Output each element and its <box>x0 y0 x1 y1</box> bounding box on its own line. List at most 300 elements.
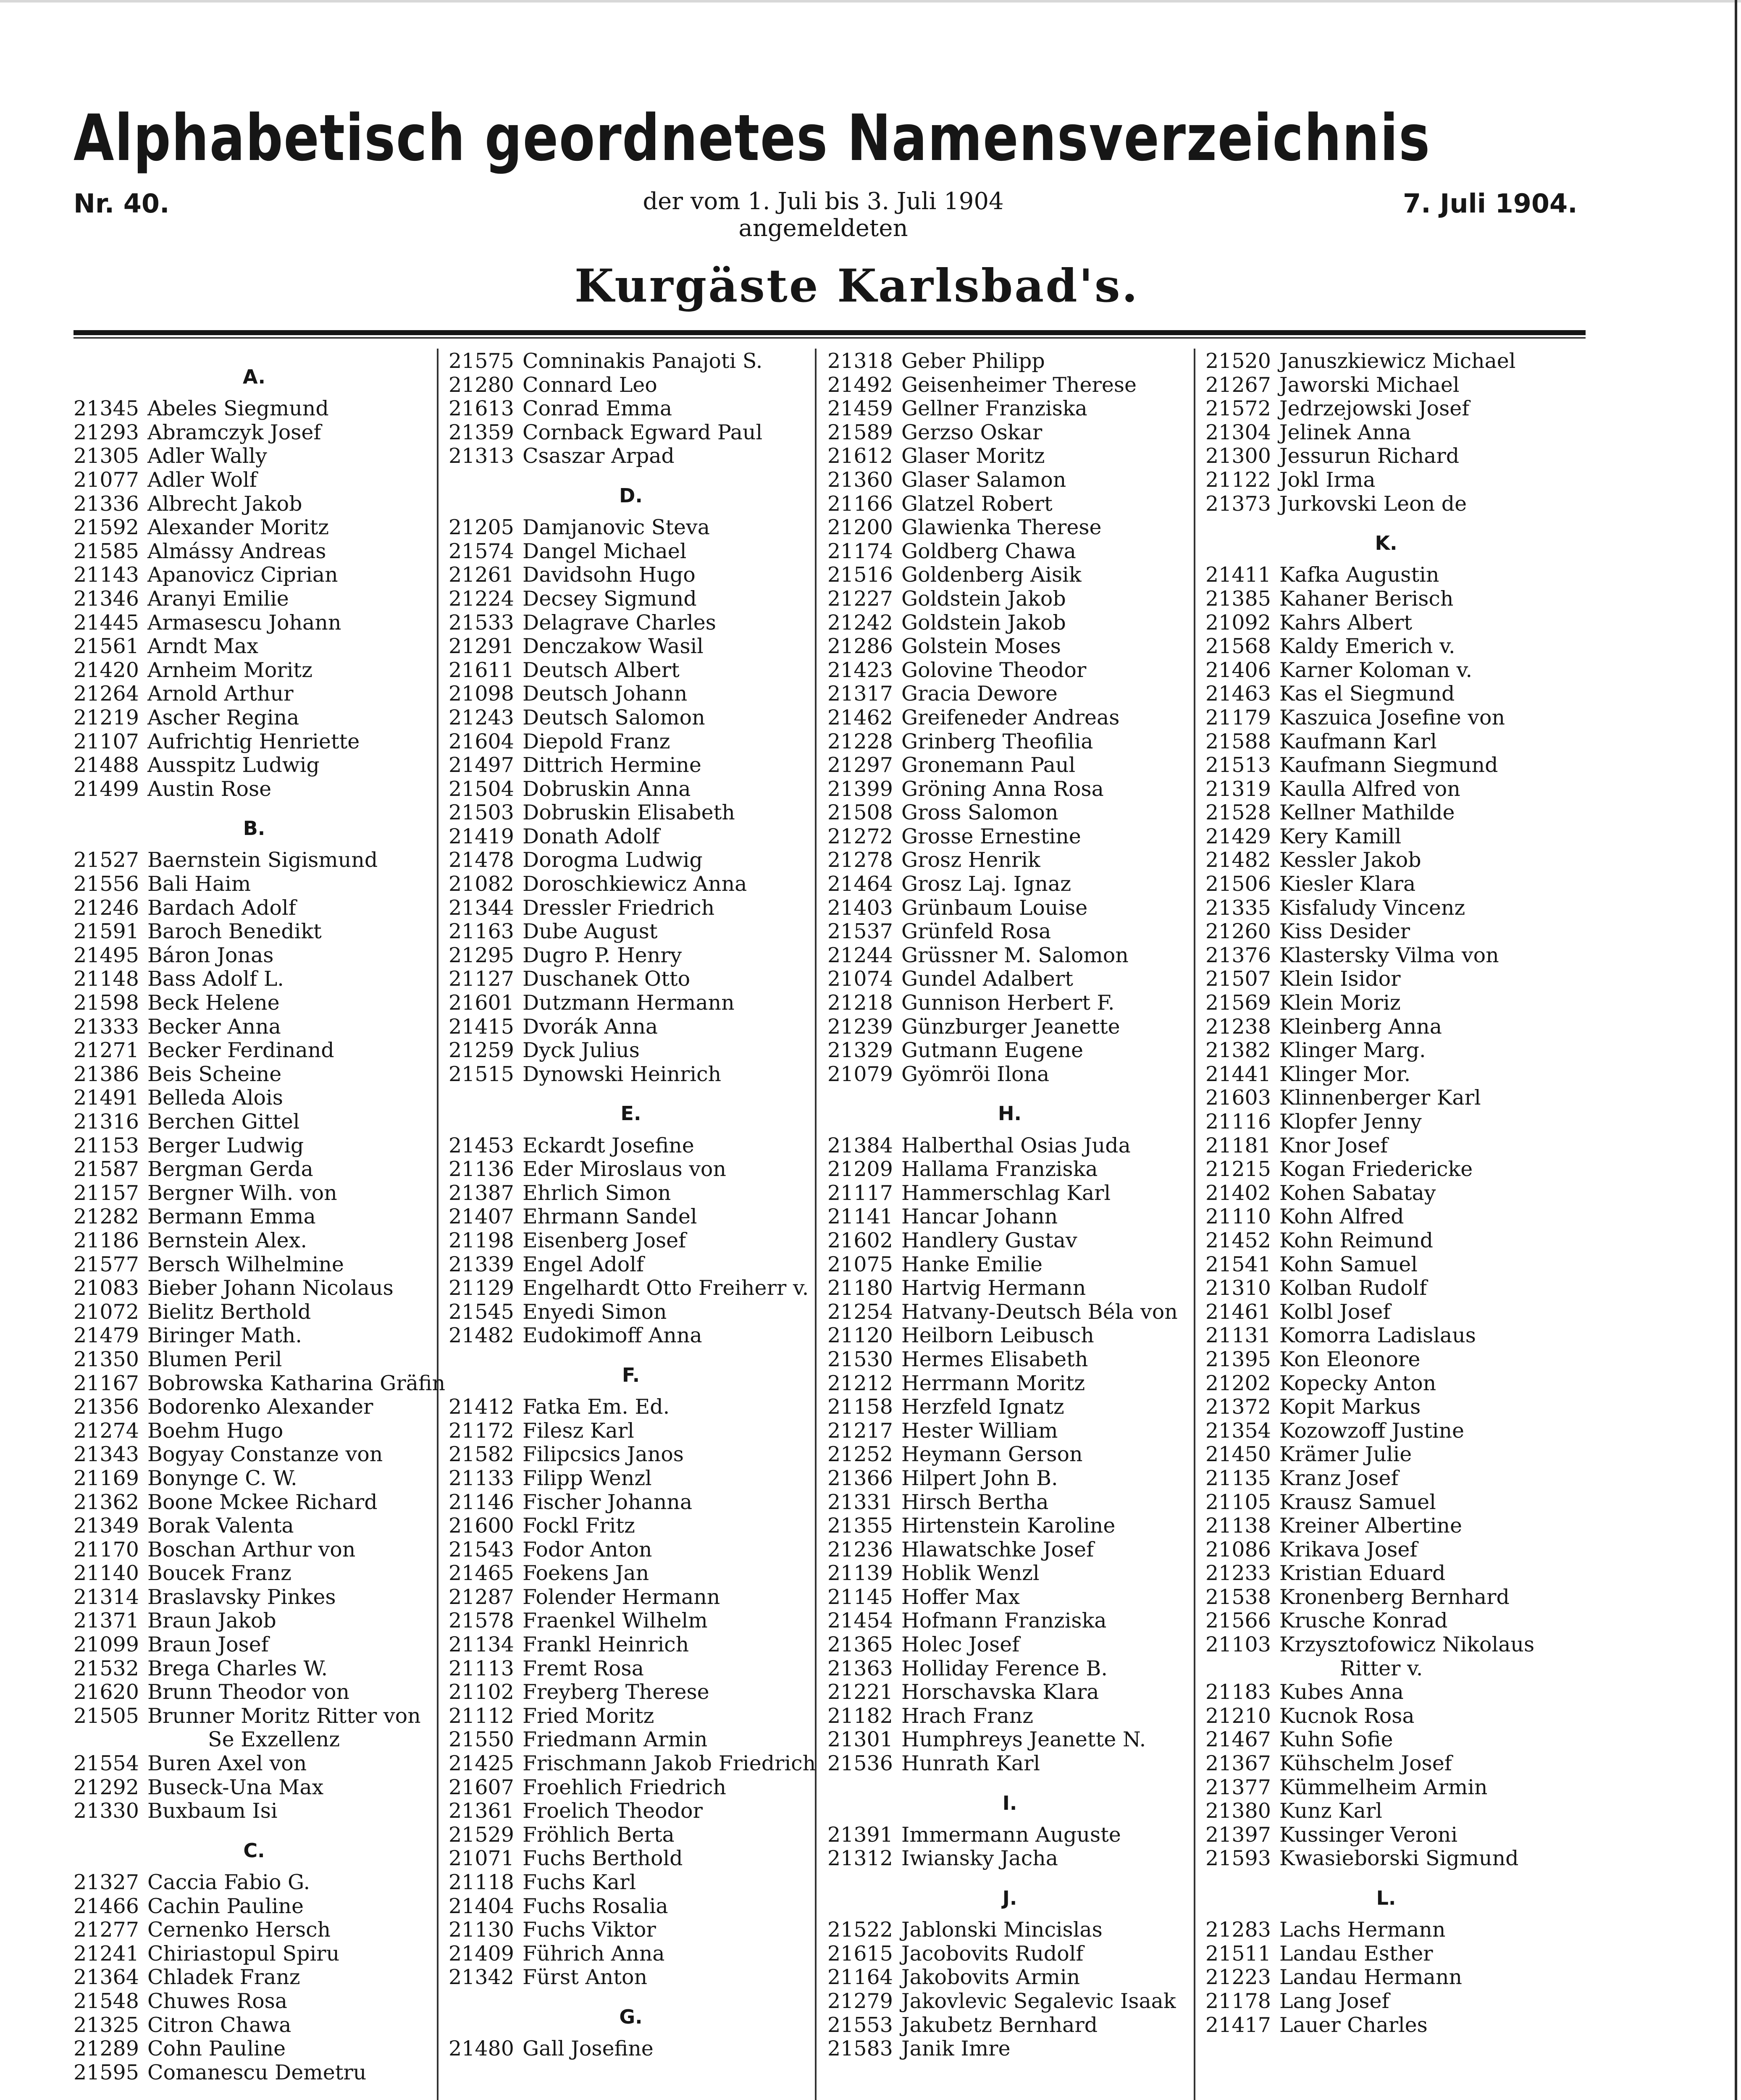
guest-name: Kaldy Emerich v. <box>1279 634 1455 659</box>
registration-number: 21582 <box>449 1442 514 1467</box>
guest-entry <box>827 682 1192 706</box>
registration-number: 21361 <box>449 1799 514 1823</box>
guest-name: Boone Mckee Richard <box>147 1490 378 1514</box>
guest-entry <box>449 1728 813 1752</box>
registration-number: 21345 <box>74 396 139 421</box>
registration-number: 21520 <box>1205 349 1271 373</box>
guest-entry <box>1205 563 1567 587</box>
guest-entry <box>827 944 1192 968</box>
guest-name: Ehrmann Sandel <box>523 1205 697 1229</box>
guest-name: Frischmann Jakob Friedrich <box>523 1751 816 1776</box>
guest-entry <box>827 1015 1192 1039</box>
registration-number: 21507 <box>1205 967 1271 991</box>
guest-name: Kellner Mathilde <box>1279 801 1455 825</box>
guest-entry <box>827 1633 1192 1657</box>
guest-name: Jedrzejowski Josef <box>1279 396 1470 421</box>
guest-name: Jessurun Richard <box>1279 444 1460 468</box>
guest-entry <box>74 659 435 682</box>
guest-name: Austin Rose <box>147 777 272 801</box>
guest-entry <box>449 349 813 373</box>
guest-name: Jaworski Michael <box>1279 373 1460 397</box>
guest-entry <box>827 635 1192 659</box>
guest-entry <box>74 1300 435 1324</box>
guest-name: Berger Ludwig <box>147 1133 304 1158</box>
guest-entry <box>74 1491 435 1515</box>
guest-entry <box>827 611 1192 635</box>
guest-entry <box>449 1253 813 1277</box>
registration-number: 21113 <box>449 1656 514 1680</box>
guest-entry <box>827 1491 1192 1515</box>
guest-name: Apanovicz Ciprian <box>147 563 338 587</box>
guest-name: Kaszuica Josefine von <box>1279 705 1505 730</box>
guest-entry <box>74 563 435 587</box>
registration-number: 21355 <box>827 1514 893 1538</box>
guest-entry <box>449 706 813 730</box>
guest-entry <box>1205 1728 1567 1752</box>
guest-name: Goldstein Jakob <box>901 610 1066 635</box>
section-letter: J. <box>1002 1887 1017 1909</box>
guest-entry <box>827 397 1192 421</box>
header-rule-thin <box>74 337 1586 339</box>
page-title: Alphabetisch geordnetes Namensverzeichnis <box>74 101 1431 175</box>
guest-name: Fockl Fritz <box>523 1514 635 1538</box>
guest-name: Bobrowska Katharina Gräfin <box>147 1371 446 1395</box>
registration-number: 21459 <box>827 396 893 421</box>
guest-entry <box>74 1015 435 1039</box>
registration-number: 21319 <box>1205 777 1271 801</box>
guest-entry <box>1205 397 1567 421</box>
guest-name: Decsey Sigmund <box>523 586 697 611</box>
guest-name: Hilpert John B. <box>901 1466 1058 1490</box>
guest-entry <box>74 1205 435 1229</box>
guest-name: Krikava Josef <box>1279 1537 1418 1562</box>
guest-name: Becker Ferdinand <box>147 1038 334 1063</box>
guest-name: Kaulla Alfred von <box>1279 777 1460 801</box>
registration-number: 21336 <box>74 491 139 516</box>
guest-entry <box>1205 1063 1567 1087</box>
guest-entry <box>827 1680 1192 1704</box>
guest-name: Filipp Wenzl <box>523 1466 652 1490</box>
guest-name: Berchen Gittel <box>147 1110 300 1134</box>
guest-name: Janik Imre <box>901 2037 1011 2061</box>
registration-number: 21538 <box>1205 1585 1271 1609</box>
registration-number: 21310 <box>1205 1276 1271 1300</box>
registration-number: 21183 <box>1205 1680 1271 1704</box>
registration-number: 21164 <box>827 1965 893 1990</box>
registration-number: 21607 <box>449 1775 514 1799</box>
guest-entry <box>74 1419 435 1443</box>
guest-name: Jokl Irma <box>1279 467 1376 492</box>
registration-number: 21550 <box>449 1727 514 1752</box>
guest-entry <box>74 1181 435 1205</box>
registration-number: 21279 <box>827 1989 893 2013</box>
guest-name: Csaszar Arpad <box>523 444 675 468</box>
guest-name: Kubes Anna <box>1279 1680 1404 1704</box>
guest-name: Glawienka Therese <box>901 515 1102 540</box>
guest-entry <box>449 421 813 445</box>
guest-entry <box>827 1942 1192 1966</box>
guest-name: Eder Miroslaus von <box>523 1157 726 1181</box>
registration-number: 21179 <box>1205 705 1271 730</box>
header-rule <box>74 330 1586 335</box>
registration-number: 21399 <box>827 777 893 801</box>
guest-name: Kleinberg Anna <box>1279 1014 1442 1039</box>
registration-number: 21569 <box>1205 991 1271 1015</box>
guest-name: Gyömröi Ilona <box>901 1062 1050 1086</box>
guest-entry <box>449 1609 813 1633</box>
guest-name: Fuchs Berthold <box>523 1846 683 1871</box>
guest-entry <box>1205 1918 1567 1942</box>
guest-entry <box>74 848 435 872</box>
registration-number: 21356 <box>74 1395 139 1419</box>
guest-name: Klastersky Vilma von <box>1279 943 1499 967</box>
registration-number: 21146 <box>449 1490 514 1514</box>
registration-number: 21411 <box>1205 563 1271 587</box>
guest-entry <box>827 753 1192 777</box>
guest-entry <box>827 1752 1192 1776</box>
guest-name: Bermann Emma <box>147 1205 316 1229</box>
registration-number: 21167 <box>74 1371 139 1395</box>
guest-name: Jakubetz Bernhard <box>901 2013 1098 2037</box>
registration-number: 21536 <box>827 1751 893 1776</box>
registration-number: 21143 <box>74 563 139 587</box>
guest-name: Blumen Peril <box>147 1347 282 1371</box>
registration-number: 21271 <box>74 1038 139 1063</box>
registration-number: 21325 <box>74 2013 139 2037</box>
registration-number: 21182 <box>827 1704 893 1728</box>
guest-entry <box>449 920 813 944</box>
registration-number: 21548 <box>74 1989 139 2013</box>
registration-number: 21297 <box>827 753 893 777</box>
guest-entry <box>1205 1443 1567 1467</box>
registration-number: 21082 <box>449 872 514 896</box>
guest-name: Delagrave Charles <box>523 610 716 635</box>
guest-entry <box>1205 1942 1567 1966</box>
guest-entry <box>827 1990 1192 2013</box>
guest-entry <box>1205 1348 1567 1372</box>
guest-entry <box>1205 1823 1567 1847</box>
registration-number: 21291 <box>449 634 514 659</box>
guest-entry <box>1205 421 1567 445</box>
registration-number: 21382 <box>1205 1038 1271 1063</box>
registration-number: 21241 <box>74 1941 139 1966</box>
guest-entry <box>1205 1966 1567 1990</box>
guest-name: Lauer Charles <box>1279 2013 1428 2037</box>
registration-number: 21488 <box>74 753 139 777</box>
guest-name: Fried Moritz <box>523 1704 654 1728</box>
registration-number: 21267 <box>1205 373 1271 397</box>
guest-name: Kon Eleonore <box>1279 1347 1421 1371</box>
guest-name: Bergner Wilh. von <box>147 1181 337 1205</box>
guest-name: Borak Valenta <box>147 1514 294 1538</box>
guest-name: Karner Koloman v. <box>1279 658 1473 682</box>
page-edge <box>1735 0 1737 2100</box>
guest-name: Hunrath Karl <box>901 1751 1040 1776</box>
registration-number: 21497 <box>449 753 514 777</box>
guest-name: Heymann Gerson <box>901 1442 1083 1467</box>
guest-name: Báron Jonas <box>147 943 274 967</box>
guest-name: Fürst Anton <box>523 1965 648 1990</box>
registration-number: 21344 <box>449 895 514 920</box>
registration-number: 21425 <box>449 1751 514 1776</box>
guest-entry <box>1205 1395 1567 1419</box>
registration-number: 21530 <box>827 1347 893 1371</box>
guest-entry <box>449 587 813 611</box>
section-letter: B. <box>243 817 265 840</box>
guest-name: Bass Adolf L. <box>147 967 284 991</box>
guest-name: Kas el Siegmund <box>1279 682 1455 706</box>
guest-entry <box>74 1704 435 1728</box>
guest-name: Armasescu Johann <box>147 610 341 635</box>
guest-entry <box>1205 659 1567 682</box>
guest-entry <box>1205 848 1567 872</box>
guest-entry <box>1205 1990 1567 2013</box>
guest-entry <box>74 1253 435 1277</box>
guest-entry <box>449 1847 813 1871</box>
registration-number: 21354 <box>1205 1418 1271 1443</box>
guest-entry <box>74 753 435 777</box>
section-letter: D. <box>619 484 643 507</box>
guest-entry <box>1205 373 1567 397</box>
guest-name: Dobruskin Elisabeth <box>523 801 735 825</box>
registration-number: 21380 <box>1205 1799 1271 1823</box>
guest-name: Fuchs Rosalia <box>523 1894 668 1918</box>
registration-number: 21131 <box>1205 1323 1271 1348</box>
guest-name: Kreiner Albertine <box>1279 1514 1463 1538</box>
registration-number: 21601 <box>449 991 514 1015</box>
registration-number: 21198 <box>449 1228 514 1252</box>
registration-number: 21591 <box>74 919 139 944</box>
registration-number: 21589 <box>827 420 893 444</box>
guest-entry <box>449 540 813 564</box>
guest-name: Albrecht Jakob <box>147 491 302 516</box>
guest-entry <box>449 1395 813 1419</box>
registration-number: 21102 <box>449 1680 514 1704</box>
registration-number: 21420 <box>74 658 139 682</box>
registration-number: 21277 <box>74 1918 139 1942</box>
guest-name: Grünfeld Rosa <box>901 919 1051 944</box>
guest-entry <box>449 848 813 872</box>
guest-name: Günzburger Jeanette <box>901 1014 1120 1039</box>
guest-entry <box>1205 825 1567 849</box>
registration-number: 21339 <box>449 1252 514 1276</box>
guest-entry <box>449 1823 813 1847</box>
guest-entry <box>1205 1633 1567 1657</box>
guest-name: Bardach Adolf <box>147 895 296 920</box>
registration-number: 21317 <box>827 682 893 706</box>
registration-number: 21511 <box>1205 1941 1271 1966</box>
guest-entry <box>74 540 435 564</box>
registration-number: 21313 <box>449 444 514 468</box>
guest-entry <box>74 682 435 706</box>
guest-entry <box>1205 1300 1567 1324</box>
guest-name: Arnheim Moritz <box>147 658 312 682</box>
guest-name: Ascher Regina <box>147 705 299 730</box>
guest-name: Fremt Rosa <box>523 1656 644 1680</box>
guest-entry <box>827 872 1192 896</box>
section-letter: F. <box>622 1363 640 1386</box>
registration-number: 21583 <box>827 2037 893 2061</box>
guest-name: Eudokimoff Anna <box>523 1323 702 1348</box>
registration-number: 21541 <box>1205 1252 1271 1276</box>
guest-name: Froehlich Friedrich <box>523 1775 726 1799</box>
guest-name: Klopfer Jenny <box>1279 1110 1422 1134</box>
guest-name: Bonynge C. W. <box>147 1466 297 1490</box>
registration-number: 21612 <box>827 444 893 468</box>
guest-name: Hartvig Hermann <box>901 1276 1086 1300</box>
registration-number: 21301 <box>827 1727 893 1752</box>
guest-entry <box>449 1751 816 1776</box>
registration-number: 21595 <box>74 2060 139 2084</box>
guest-entry <box>74 1799 435 1823</box>
guest-entry <box>74 635 435 659</box>
guest-name: Führich Anna <box>523 1941 665 1966</box>
registration-number: 21314 <box>74 1585 139 1609</box>
guest-name: Geisenheimer Therese <box>901 373 1137 397</box>
registration-number: 21278 <box>827 848 893 872</box>
registration-number: 21419 <box>449 824 514 848</box>
registration-number: 21092 <box>1205 610 1271 635</box>
guest-name: Immermann Auguste <box>901 1822 1121 1847</box>
registration-number: 21289 <box>74 2037 139 2061</box>
registration-number: 21228 <box>827 729 893 753</box>
registration-number: 21611 <box>449 658 514 682</box>
registration-number: 21491 <box>74 1086 139 1110</box>
registration-number: 21537 <box>827 919 893 944</box>
guest-entry <box>74 1776 435 1800</box>
registration-number: 21103 <box>1205 1633 1271 1657</box>
registration-number: 21349 <box>74 1514 139 1538</box>
registration-number: 21574 <box>449 539 514 563</box>
guest-name: Glatzel Robert <box>901 491 1053 516</box>
registration-number: 21602 <box>827 1228 893 1252</box>
guest-entry <box>74 1538 435 1562</box>
guest-entry <box>74 872 435 896</box>
guest-entry <box>827 1586 1192 1609</box>
guest-name: Hancar Johann <box>901 1205 1058 1229</box>
registration-number: 21238 <box>1205 1014 1271 1039</box>
registration-number: 21575 <box>449 349 514 373</box>
guest-name: Fuchs Viktor <box>523 1918 656 1942</box>
guest-entry <box>827 1324 1192 1348</box>
guest-entry <box>827 1609 1192 1633</box>
guest-entry <box>1205 944 1567 968</box>
guest-name: Kaufmann Karl <box>1279 729 1437 753</box>
guest-entry <box>827 1134 1192 1158</box>
guest-name: Krzysztofowicz Nikolaus <box>1279 1633 1535 1657</box>
registration-number: 21404 <box>449 1894 514 1918</box>
guest-name: Kühschelm Josef <box>1279 1751 1452 1776</box>
guest-name: Goldenberg Aisik <box>901 563 1082 587</box>
registration-number: 21376 <box>1205 943 1271 967</box>
registration-number: 21577 <box>74 1252 139 1276</box>
guest-entry <box>1205 1799 1567 1823</box>
registration-number: 21181 <box>1205 1133 1271 1158</box>
registration-number: 21099 <box>74 1633 139 1657</box>
registration-number: 21613 <box>449 396 514 421</box>
guest-entry <box>74 587 435 611</box>
registration-number: 21561 <box>74 634 139 659</box>
registration-number: 21219 <box>74 705 139 730</box>
guest-name: Denczakow Wasil <box>523 634 704 659</box>
guest-entry <box>74 967 435 991</box>
registration-number: 21138 <box>1205 1514 1271 1538</box>
guest-name: Kristian Eduard <box>1279 1561 1446 1586</box>
registration-number: 21366 <box>827 1466 893 1490</box>
guest-entry <box>827 373 1192 397</box>
guest-entry <box>827 349 1192 373</box>
registration-number: 21453 <box>449 1133 514 1158</box>
registration-number: 21553 <box>827 2013 893 2037</box>
registration-number: 21135 <box>1205 1466 1271 1490</box>
guest-name: Bali Haim <box>147 872 251 896</box>
guest-entry <box>74 468 435 492</box>
registration-number: 21587 <box>74 1157 139 1181</box>
guest-name: Krämer Julie <box>1279 1442 1412 1467</box>
registration-number: 21515 <box>449 1062 514 1086</box>
guest-name: Golovine Theodor <box>901 658 1087 682</box>
registration-number: 21554 <box>74 1751 139 1776</box>
guest-name: Holliday Ference B. <box>901 1656 1108 1680</box>
guest-name: Krusche Konrad <box>1279 1609 1448 1633</box>
guest-name-continuation: Se Exzellenz <box>208 1727 340 1752</box>
guest-name: Grüssner M. Salomon <box>901 943 1129 967</box>
registration-number: 21545 <box>449 1299 514 1324</box>
guest-name: Foekens Jan <box>523 1561 649 1586</box>
guest-entry <box>1205 1776 1567 1800</box>
registration-number: 21505 <box>74 1704 139 1728</box>
guest-name: Citron Chawa <box>147 2013 291 2037</box>
guest-name: Almássy Andreas <box>147 539 326 563</box>
guest-name: Grosz Henrik <box>901 848 1040 872</box>
guest-entry <box>449 1918 813 1942</box>
registration-number: 21333 <box>74 1014 139 1039</box>
section-letter: H. <box>998 1102 1021 1125</box>
guest-entry <box>1205 492 1567 516</box>
registration-number: 21528 <box>1205 801 1271 825</box>
guest-name: Doroschkiewicz Anna <box>523 872 747 896</box>
guest-name: Kisfaludy Vincenz <box>1279 895 1465 920</box>
guest-name: Kaufmann Siegmund <box>1279 753 1498 777</box>
registration-number: 21293 <box>74 420 139 444</box>
guest-entry <box>827 2013 1192 2037</box>
registration-number: 21592 <box>74 515 139 540</box>
guest-entry <box>827 1728 1192 1752</box>
registration-number: 21329 <box>827 1038 893 1063</box>
guest-entry <box>74 2061 435 2085</box>
name-column-3 <box>827 349 1192 2061</box>
registration-number: 21620 <box>74 1680 139 1704</box>
guest-name: Cohn Pauline <box>147 2037 286 2061</box>
registration-number: 21316 <box>74 1110 139 1134</box>
registration-number: 21409 <box>449 1941 514 1966</box>
guest-entry <box>449 991 813 1015</box>
registration-number: 21415 <box>449 1014 514 1039</box>
registration-number: 21227 <box>827 586 893 611</box>
section-letter: A. <box>243 365 265 388</box>
registration-number: 21492 <box>827 373 893 397</box>
guest-entry <box>74 777 435 801</box>
guest-name: Kranz Josef <box>1279 1466 1399 1490</box>
guest-name: Enyedi Simon <box>523 1299 667 1324</box>
registration-number: 21615 <box>827 1941 893 1966</box>
registration-number: 21513 <box>1205 753 1271 777</box>
guest-entry <box>74 1966 435 1990</box>
registration-number: 21371 <box>74 1609 139 1633</box>
guest-name: Eisenberg Josef <box>523 1228 686 1252</box>
guest-entry <box>449 730 813 754</box>
registration-number: 21452 <box>1205 1228 1271 1252</box>
